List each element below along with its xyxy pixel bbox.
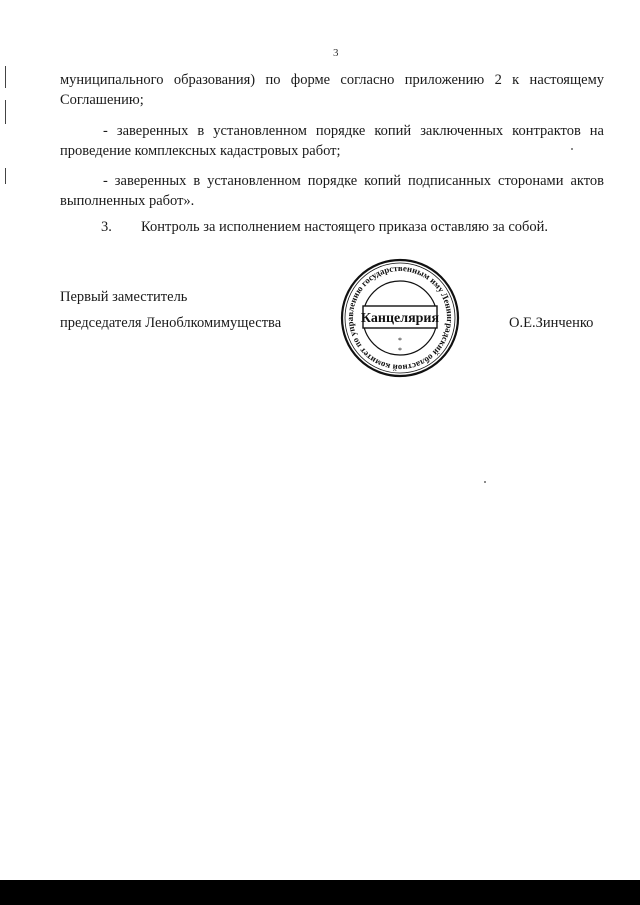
item-3	[101, 219, 548, 236]
paragraph-2-line-2: проведение комплексных кадастровых работ;	[60, 143, 341, 159]
scan-artifact	[5, 168, 6, 184]
paragraph-3-line-2: выполненных работ».	[60, 193, 195, 209]
paragraph-3-line-1: - заверенных в установленном порядке копий подписанных сторонами актов	[103, 173, 604, 189]
stamp-center-text: Канцелярия	[360, 311, 440, 326]
scan-speck	[484, 481, 486, 483]
official-stamp	[339, 257, 461, 379]
page-number: 3	[333, 47, 339, 59]
scan-speck	[571, 148, 573, 150]
scan-bottom-border	[0, 880, 640, 905]
item-3-number: 3.	[101, 219, 112, 235]
paragraph-1-line-2: Соглашению;	[60, 92, 144, 108]
stamp-ring-text: Ленинградский областной комитет по управлению государственным имуществом	[344, 262, 456, 374]
signatory-title-line-2: председателя Леноблкомимущества	[60, 315, 282, 331]
paragraph-2-line-1: - заверенных в установленном порядке копий заключенных контрактов на	[103, 123, 604, 139]
item-3-text: Контроль за исполнением настоящего приказа оставляю за собой.	[141, 219, 549, 235]
scan-artifact	[5, 100, 6, 124]
stamp-star-icon: *	[398, 336, 402, 345]
paragraph-1-line-1: муниципального образования) по форме согласно приложению 2 к настоящему	[60, 72, 604, 88]
signatory-name: О.Е.Зинченко	[509, 315, 594, 331]
signatory-title-line-1: Первый заместитель	[60, 289, 188, 305]
stamp-star-icon: *	[398, 346, 402, 355]
scan-artifact	[5, 66, 6, 88]
